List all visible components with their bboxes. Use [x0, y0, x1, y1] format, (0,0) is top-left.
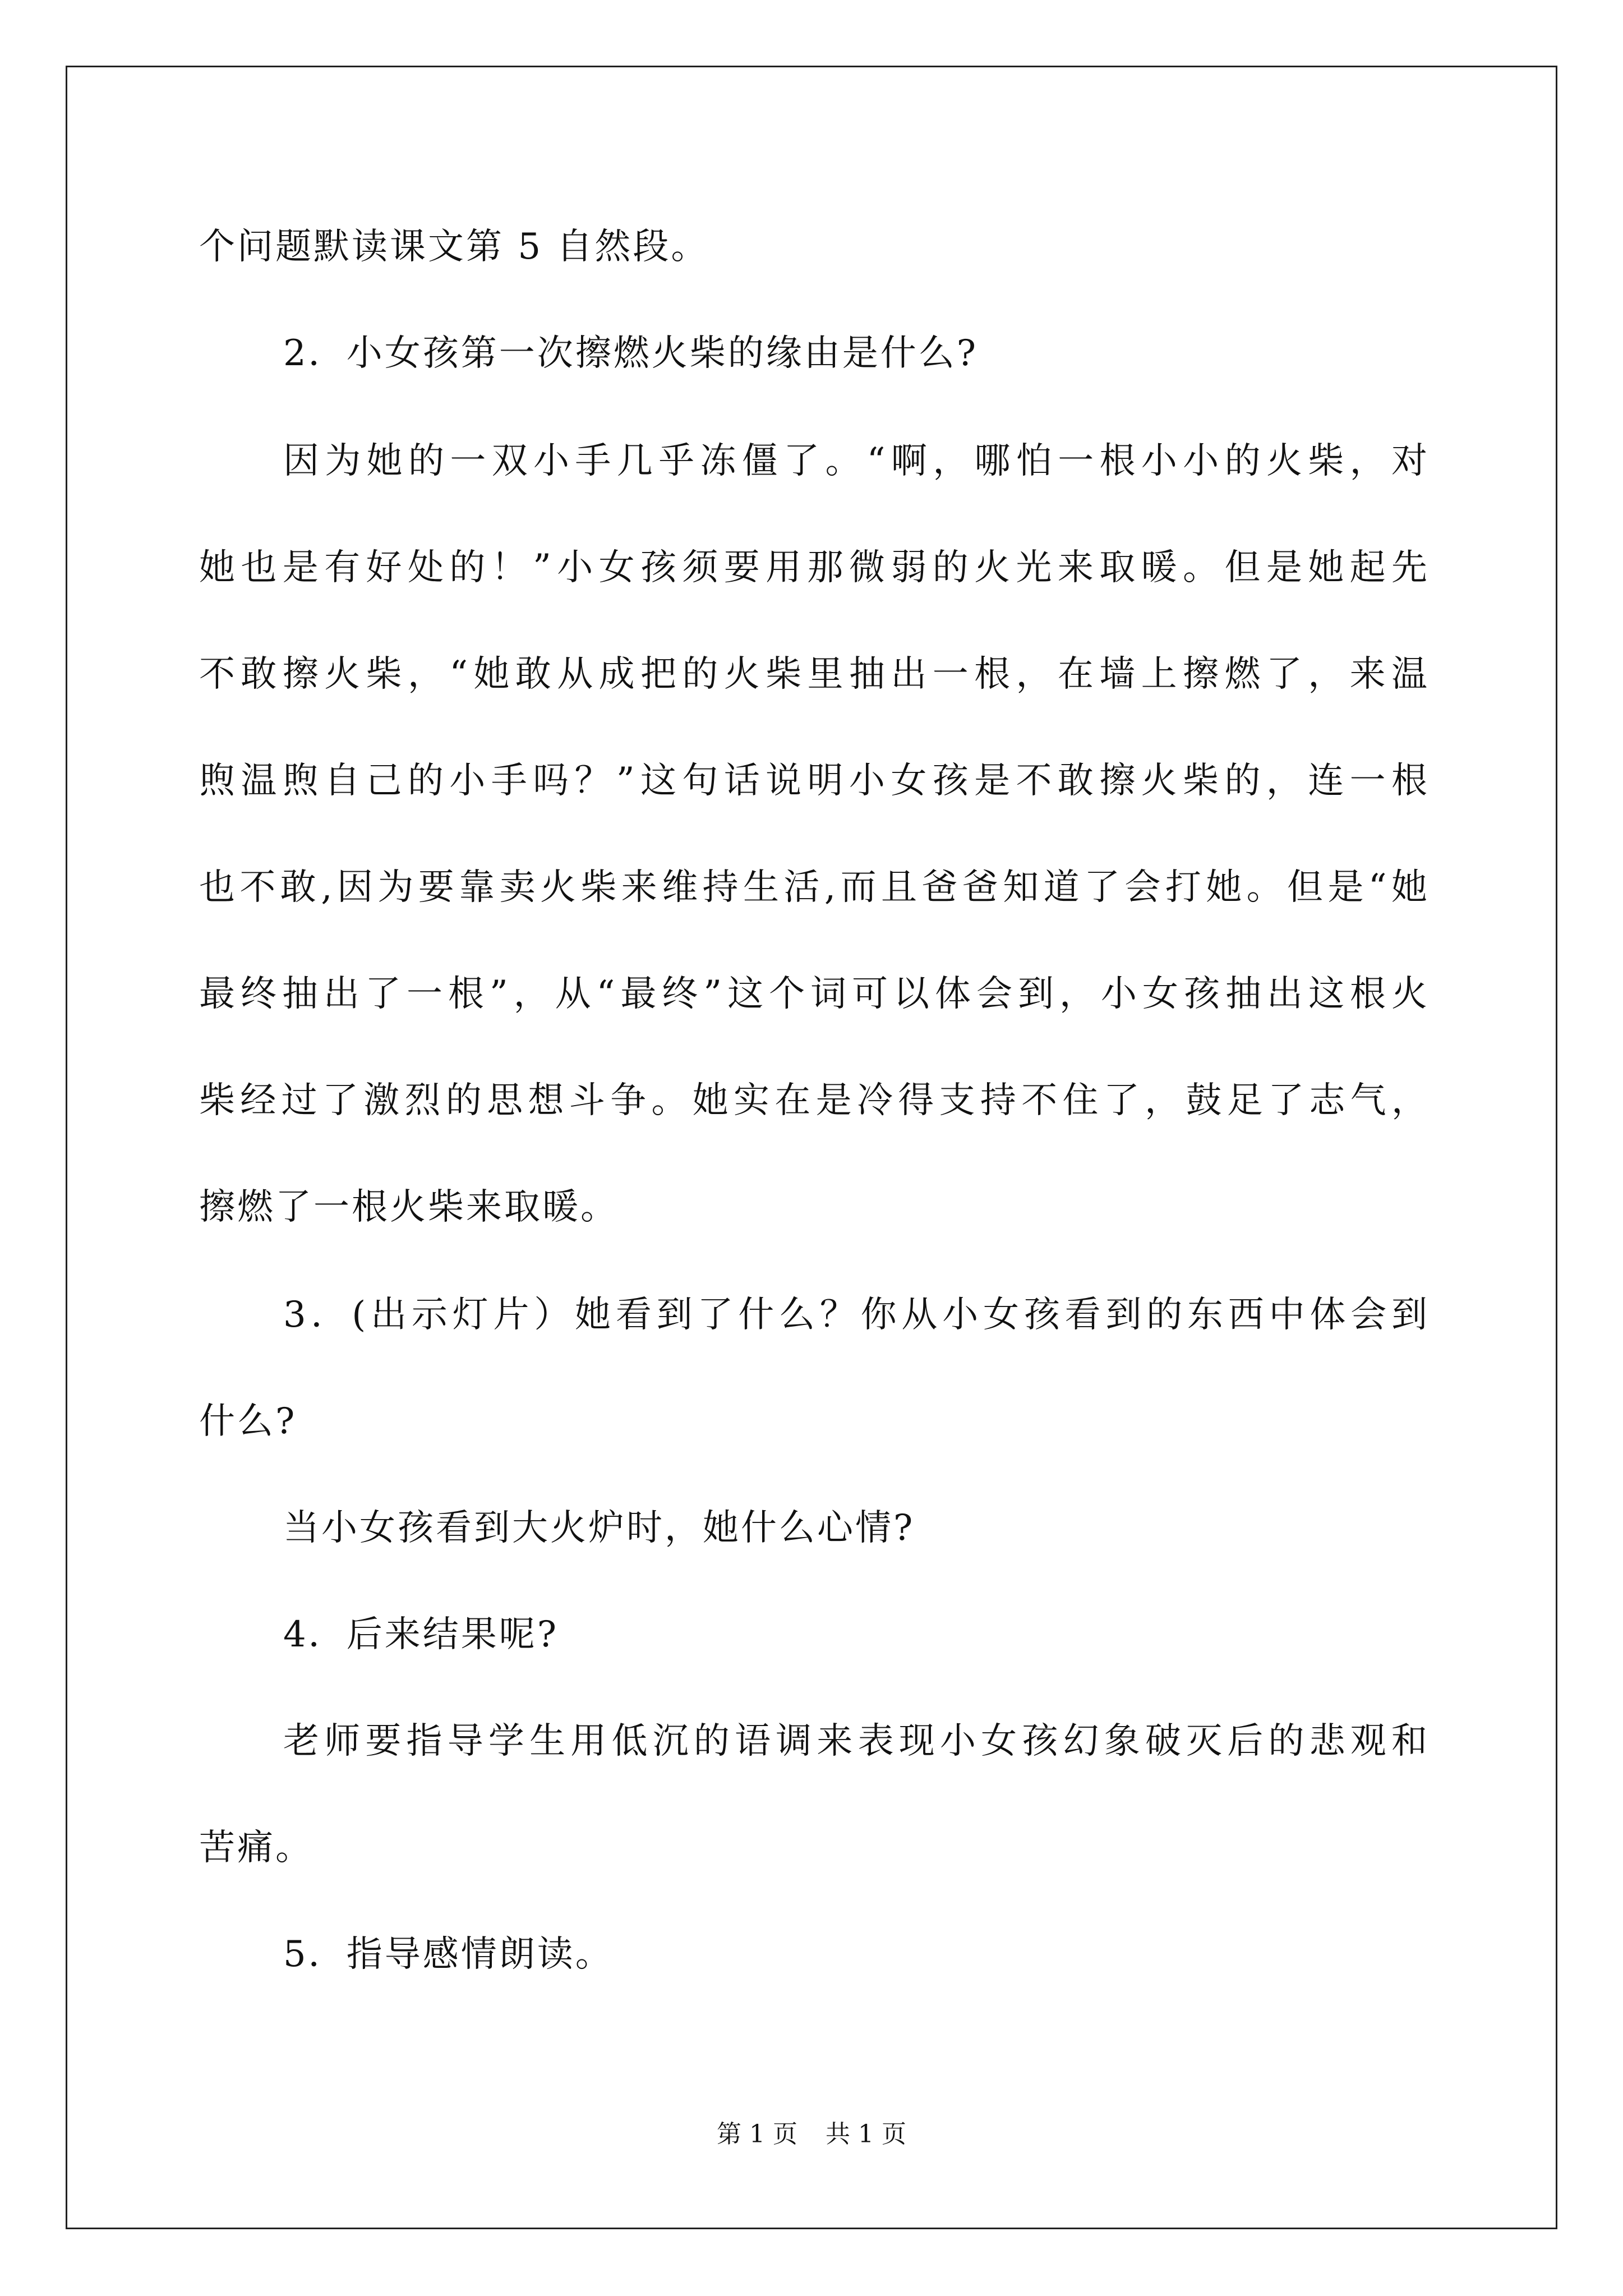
text-line: 因为她的一双小手几乎冻僵了。“啊，哪怕一根小小的火柴，对: [283, 440, 1427, 482]
page-number: 第 1 页: [717, 2120, 797, 2148]
text-line: 老师要指导学生用低沉的语调来表现小女孩幻象破灭后的悲观和: [283, 1720, 1427, 1762]
page-footer: [0, 2118, 1623, 2151]
text-line: 擦燃了一根火柴来取暖。: [199, 1186, 619, 1228]
page-count: 共 1 页: [826, 2120, 906, 2148]
text-line: 柴经过了激烈的思想斗争。她实在是冷得支持不住了，鼓足了志气，: [199, 1080, 1427, 1121]
text-line: 她也是有好处的！”小女孩须要用那微弱的火光来取暖。但是她起先: [199, 547, 1427, 588]
page-border: [66, 66, 1557, 2229]
text-line: 3．(出示灯片）她看到了什么？你从小女孩看到的东西中体会到: [283, 1294, 1427, 1336]
text-line: 当小女孩看到大火炉时，她什么心情?: [283, 1507, 915, 1549]
text-line: 也不敢,因为要靠卖火柴来维持生活,而且爸爸知道了会打她。但是“她: [199, 867, 1427, 908]
text-line: 不敢擦火柴，“她敢从成把的火柴里抽出一根，在墙上擦燃了，来温: [199, 654, 1427, 695]
text-line: 煦温煦自己的小手吗？”这句话说明小女孩是不敢擦火柴的，连一根: [199, 760, 1427, 802]
text-line: 最终抽出了一根”，从“最终”这个词可以体会到，小女孩抽出这根火: [199, 973, 1427, 1015]
text-line: 个问题默读课文第 5 自然段。: [199, 226, 709, 268]
text-line: 4．后来结果呢?: [283, 1614, 559, 1655]
text-line: 5．指导感情朗读。: [283, 1934, 614, 1975]
text-line: 苦痛。: [199, 1827, 313, 1869]
text-line: 什么?: [199, 1401, 297, 1442]
text-line: 2．小女孩第一次擦燃火柴的缘由是什么?: [283, 333, 979, 374]
